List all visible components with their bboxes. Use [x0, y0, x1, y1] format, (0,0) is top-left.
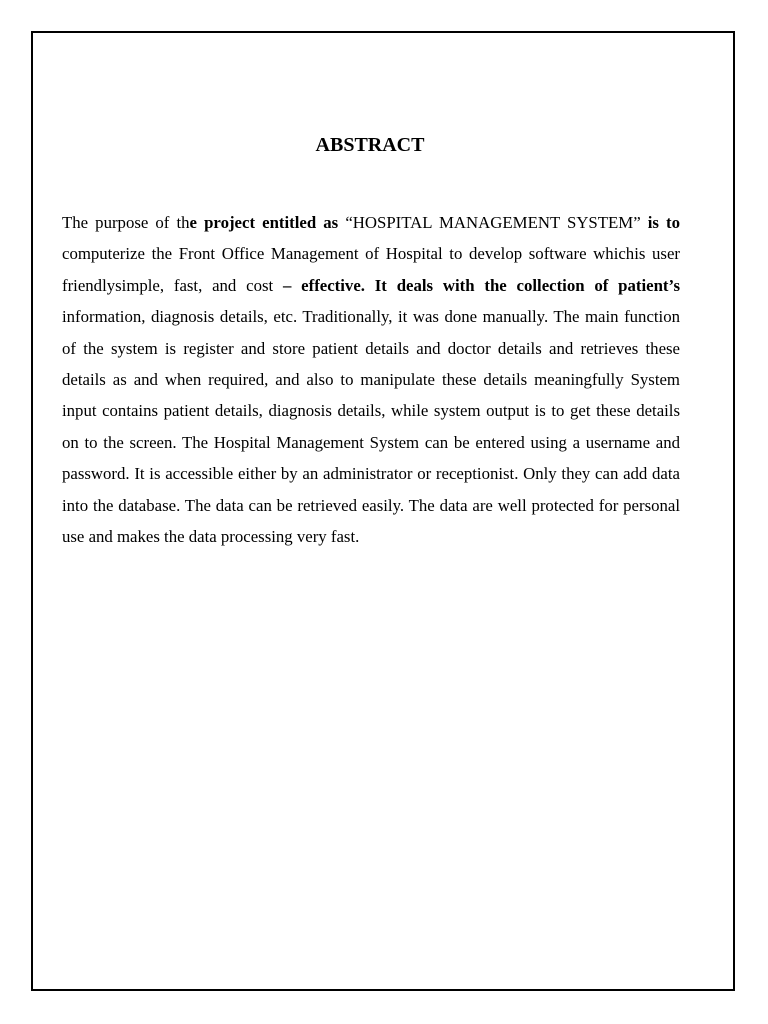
text-run: computerize the Front Office Management of Hospital to develop software whichis user friendlysimple, fast, and cost [62, 244, 680, 295]
text-run: information, diagnosis details, etc. Traditionally, it was done manually. The main function of the system is register and store patient details and doctor details and retrieves these details as and when required, and also to manipulate these details meaningfully System input contains patient details, diagnosis details, while system output is to get these details on to the screen. The Hospital Management System can be entered using a username and password. It is accessible either by an administrator or receptionist. Only they can add data into the database. The data can be retrieved easily. The data are well protected for personal use and makes the data processing very fast. [62, 307, 680, 547]
abstract-paragraph [62, 207, 680, 552]
text-run: “HOSPITAL MANAGEMENT SYSTEM” [338, 213, 648, 232]
text-run-bold: e project entitled as [189, 213, 339, 232]
text-run-bold: – effective. It deals with the collection of patient’s [282, 275, 680, 295]
text-run: The purpose of th [62, 213, 190, 232]
text-run-bold: is to [647, 213, 681, 232]
page-title: ABSTRACT [315, 134, 425, 156]
